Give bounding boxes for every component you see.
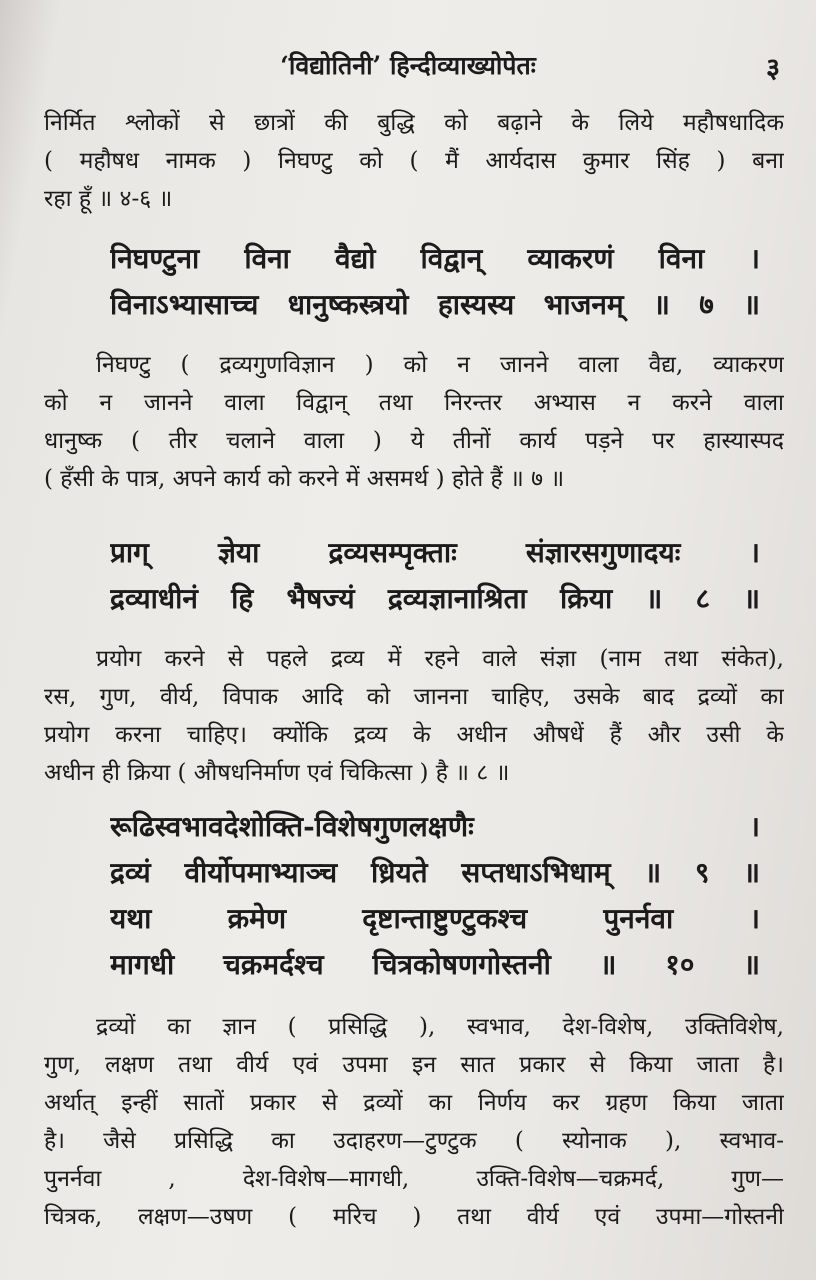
- commentary-paragraph: [44, 104, 784, 218]
- verse-line: विनाऽभ्यासाच्च धानुष्कस्त्रयो हास्यस्य भाजनम् ॥ ७ ॥: [110, 288, 760, 321]
- paragraph-line: पुनर्नवा , देश-विशेष—मागधी, उक्ति-विशेष—चक्रमर्द, गुण—: [44, 1166, 784, 1192]
- sanskrit-verse: [110, 236, 760, 328]
- paragraph-line: अधीन ही क्रिया ( औषधनिर्माण एवं चिकित्सा ) है ॥ ८ ॥: [44, 760, 510, 786]
- paragraph-line: ( महौषध नामक ) निघण्टु को ( मैं आर्यदास कुमार सिंह ) बना: [44, 148, 784, 174]
- paragraph-line: रहा हूँ ॥ ४-६ ॥: [44, 186, 173, 212]
- paragraph-line: को न जानने वाला विद्वान् तथा निरन्तर अभ्यास न करने वाला: [44, 390, 784, 416]
- paragraph-line: धानुष्क ( तीर चलाने वाला ) ये तीनों कार्य पड़ने पर हास्यास्पद: [44, 428, 784, 454]
- header-title: ‘विद्योतिनी’ हिन्दीव्याख्योपेतः: [280, 51, 536, 80]
- paragraph-line: ( हँसी के पात्र, अपने कार्य को करने में असमर्थ ) होते हैं ॥ ७ ॥: [44, 466, 565, 492]
- verse-line: द्रव्यं वीर्योपमाभ्याञ्च ध्रियते सप्तधाऽभिधाम् ॥ ९ ॥: [110, 856, 760, 889]
- verse-line: द्रव्याधीनं हि भैषज्यं द्रव्यज्ञानाश्रिता क्रिया ॥ ८ ॥: [110, 582, 760, 615]
- commentary-paragraph: [44, 640, 784, 792]
- paragraph-line: है। जैसे प्रसिद्धि का उदाहरण—टुण्टुक ( स्योनाक ), स्वभाव-: [44, 1128, 784, 1154]
- verse-line: रूढिस्वभावदेशोक्ति-विशेषगुणलक्षणैः ।: [110, 810, 760, 843]
- verse-line: प्राग् ज्ञेया द्रव्यसम्पृक्ताः संज्ञारसगुणादयः ।: [110, 536, 760, 569]
- verse-line: मागधी चक्रमर्दश्च चित्रकोषणगोस्तनी ॥ १० ॥: [110, 948, 760, 981]
- paragraph-line: निघण्टु ( द्रव्यगुणविज्ञान ) को न जानने वाला वैद्य, व्याकरण: [96, 352, 784, 378]
- commentary-paragraph: [44, 346, 784, 498]
- paragraph-line: निर्मित श्लोकों से छात्रों की बुद्धि को बढ़ाने के लिये महौषधादिक: [44, 110, 784, 136]
- sanskrit-verse: [110, 804, 760, 988]
- sanskrit-verse: [110, 530, 760, 622]
- paragraph-line: प्रयोग करना चाहिए। क्योंकि द्रव्य के अधीन औषधें हैं और उसी के: [44, 722, 784, 748]
- commentary-paragraph: [44, 1008, 784, 1236]
- paragraph-line: गुण, लक्षण तथा वीर्य एवं उपमा इन सात प्रकार से किया जाता है।: [44, 1052, 784, 1078]
- paragraph-line: रस, गुण, वीर्य, विपाक आदि को जानना चाहिए, उसके बाद द्रव्यों का: [44, 684, 784, 710]
- page-number: ३: [765, 53, 780, 84]
- paragraph-line: अर्थात् इन्हीं सातों प्रकार से द्रव्यों का निर्णय कर ग्रहण किया जाता: [44, 1090, 784, 1116]
- paragraph-line: द्रव्यों का ज्ञान ( प्रसिद्धि ), स्वभाव, देश-विशेष, उक्तिविशेष,: [96, 1014, 784, 1040]
- verse-line: यथा क्रमेण दृष्टान्ताष्टुण्टुकश्च पुनर्नवा ।: [110, 902, 760, 935]
- paragraph-line: चित्रक, लक्षण—उषण ( मरिच ) तथा वीर्य एवं उपमा—गोस्तनी: [44, 1204, 784, 1230]
- verse-line: निघण्टुना विना वैद्यो विद्वान् व्याकरणं विना ।: [110, 242, 760, 275]
- paragraph-line: प्रयोग करने से पहले द्रव्य में रहने वाले संज्ञा (नाम तथा संकेत),: [96, 646, 784, 672]
- running-header: [0, 48, 816, 88]
